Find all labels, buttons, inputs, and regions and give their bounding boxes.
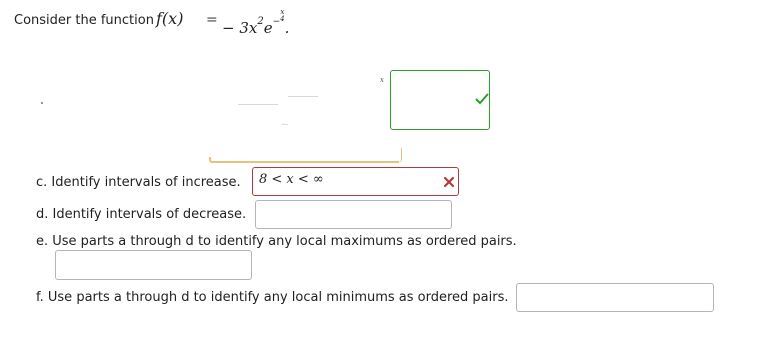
exponent-numerator: x [280, 8, 285, 16]
expression-end: . [284, 19, 290, 37]
exponent-denominator: 4 [280, 15, 285, 23]
faint-line [238, 104, 278, 105]
question-d-label: d. Identify intervals of decrease. [36, 207, 247, 222]
partial-highlight-line [209, 157, 399, 163]
expression-e: e [263, 19, 273, 37]
faint-label: x [380, 76, 384, 84]
function-expression [222, 9, 289, 37]
question-c-label: c. Identify intervals of increase. [36, 175, 241, 190]
local-max-input[interactable] [55, 250, 252, 280]
problem-prompt: Consider the function [14, 13, 154, 28]
partial-highlight-tick [398, 148, 402, 163]
local-min-input[interactable] [516, 283, 714, 312]
function-name: f(x) [156, 9, 184, 28]
faded-dot [41, 102, 43, 104]
equals-sign: = [206, 12, 218, 28]
check-icon [475, 93, 489, 105]
faint-line [288, 96, 318, 97]
exponent-minus: − [272, 17, 281, 27]
faint-line [282, 124, 288, 125]
increase-intervals-value: 8 < x < ∞ [259, 172, 324, 187]
expression-power: 2 [257, 16, 264, 27]
decrease-intervals-input[interactable] [255, 200, 452, 229]
expression-prefix: − 3x [222, 19, 258, 37]
x-icon [443, 176, 455, 188]
question-e-label: e. Use parts a through d to identify any local maximums as ordered pairs. [36, 234, 517, 249]
question-f-label: f. Use parts a through d to identify any local minimums as ordered pairs. [36, 290, 509, 305]
